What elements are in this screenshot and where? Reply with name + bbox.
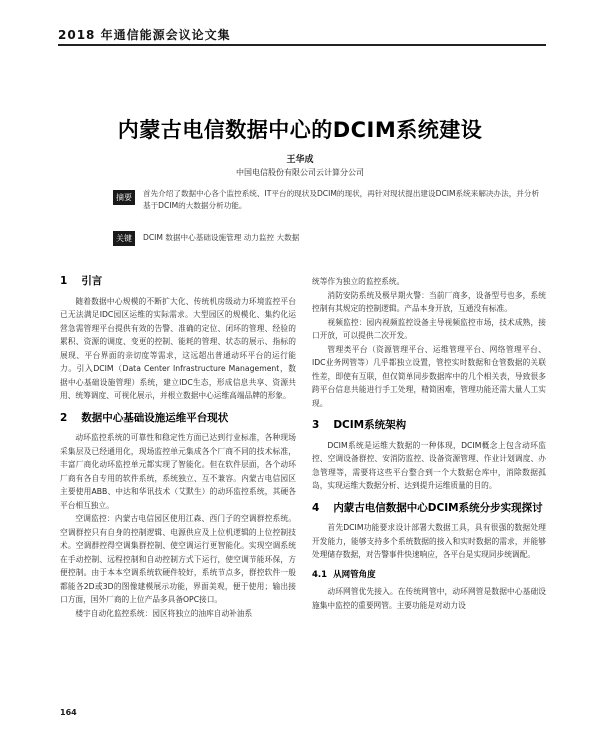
abstract-text: 首先介绍了数据中心各个监控系统、IT平台的现状及DCIM的现状，再针对现状提出建设DCIM系统来解决办法，并分析基于DCIM的大数据分析功能。	[143, 189, 540, 210]
left-column	[60, 275, 296, 620]
section-heading	[312, 502, 546, 516]
section-heading	[312, 419, 546, 433]
section-title: 数据中心基础设施运维平台现状	[81, 411, 229, 424]
section-number: 4.1	[312, 569, 328, 580]
body-paragraph: 统等作为独立的监控系统。	[312, 277, 405, 286]
section-title: DCIM系统架构	[333, 419, 407, 431]
author-affiliation: 中国电信股份有限公司云计算分公司	[236, 168, 364, 177]
body-paragraph: 视频监控：园内视频监控设备主导视频监控市场，技术成熟，接口开放，可以提供二次开发。	[312, 317, 546, 340]
body-paragraph: 随着数据中心规模的不断扩大化、传统机房级动力环境监控平台已无法满足IDC园区运维的实际需求。大型园区的规模化、集约化运营急需管理平台提供有效的告警、准确的定位、闭环的管理、经验的累积、资源的调度、变更的控制、能耗的管理、状态的展示、指标的展现、平台界面的亲切度等需求，这远超出普通动环平台的运行能力。引入DCIM（Data Center Infrastructure Management，数据中心基础设施管理）系统，建立IDC生态，形成信息共享、资源共用、统筹调度、可视化展示，并根立数据中心运维高端品牌的形象。	[60, 296, 296, 400]
running-header: 2018 年通信能源会议论文集	[58, 28, 231, 42]
right-column	[312, 275, 546, 612]
body-paragraph: 消防安防系统及极早期火警：当前厂商多，设备型号也多，系统控制有其规定的控制逻辑。产品本身开放，互通没有标准。	[312, 290, 546, 313]
author-name: 王华成	[286, 155, 314, 165]
body-paragraph: 首先DCIM功能要求设计部署大数据工具，具有很强的数据处理开发能力，能够支持多个系统数据的接入和实时数据的需求，并能够处理储存数据，对告警事件快速响应，各平台是实现同步统调配。	[312, 523, 546, 559]
paper-title: 内蒙古电信数据中心的DCIM系统建设	[117, 118, 483, 142]
section-heading	[60, 275, 296, 289]
keywords-label: 关键词	[113, 231, 135, 246]
page-number: 164	[60, 708, 77, 717]
section-heading	[312, 569, 546, 583]
body-paragraph: 管理类平台（资源管理平台、运维管理平台、网络管理平台、IDC业务网管等）几乎都独立设置，管控实时数据和仓管数据的关联性差，即使有互联，但仅简单同步数据库中的几个相关表，导致很多跨平台信息共能进行手工处理，精简困难，管理功能还需大量人工实现。	[312, 344, 546, 408]
body-paragraph: DCIM系统是运维大数据的一种体现，DCIM概念上包含动环监控、空调设备群控、安消防监控、设备资源管理、作业计划调度、办急管理等，需要将这些平台整合到一个大数据仓库中，消除数据孤岛，实现运维大数据分析、达到提升运维质量的目的。	[312, 440, 546, 490]
section-number: 1	[60, 275, 68, 287]
body-paragraph: 楼宇自动化监控系统：园区将独立的油库自动补油系	[75, 608, 253, 618]
section-number: 2	[60, 411, 68, 424]
abstract-label: 摘要	[113, 190, 135, 205]
section-heading	[60, 412, 296, 426]
keywords-text: DCIM 数据中心基础设施管理 动力监控 大数据	[143, 233, 300, 242]
section-number: 3	[312, 419, 320, 431]
header-rule	[58, 44, 546, 46]
section-title: 从网管角度	[333, 569, 376, 580]
section-title: 内蒙古电信数据中心DCIM系统分步实现探讨	[333, 501, 543, 514]
body-paragraph: 空调监控：内蒙古电信园区使用江森、西门子的空调群控系统。空调群控只有自身的控制逻辑、电源供应及上位机逻辑的上位控制技术。空调群控得空调集群控制、使空调运行更智能化。实现空调系统在手动控制、远程控制和自动控制方式下运行，使空调节能环保，方便控制。由于本本空调系统软硬件较好，系统节点多，群控软件一般都能各2D或3D的图像建模展示功能，界面美观，便于使用；输出接口方面，国外厂商的上位产品多具备OPC接口。	[60, 514, 296, 604]
section-title: 引言	[81, 275, 103, 287]
body-paragraph: 动环监控系统的可靠性和稳定性方面已达到行业标准，各种现场采集层及已经通用化，现场监控单元集成各个厂商不同的技术标准，丰富厂商化动环监控单元都实现了智能化。但在软件层面，各个动环厂商有各自专用的软件系统，系统独立、互不兼容。内蒙古电信园区主要使用ABB、中达和华讯技术（艾默生）的动环监控系统，其硬各平台相互独立。	[60, 433, 296, 510]
body-paragraph: 动环网管优先接入。在传统网管中，动环网管是数据中心基础设施集中监控的重要网管。主要功能是对动力设	[312, 587, 546, 610]
section-number: 4	[312, 501, 320, 514]
